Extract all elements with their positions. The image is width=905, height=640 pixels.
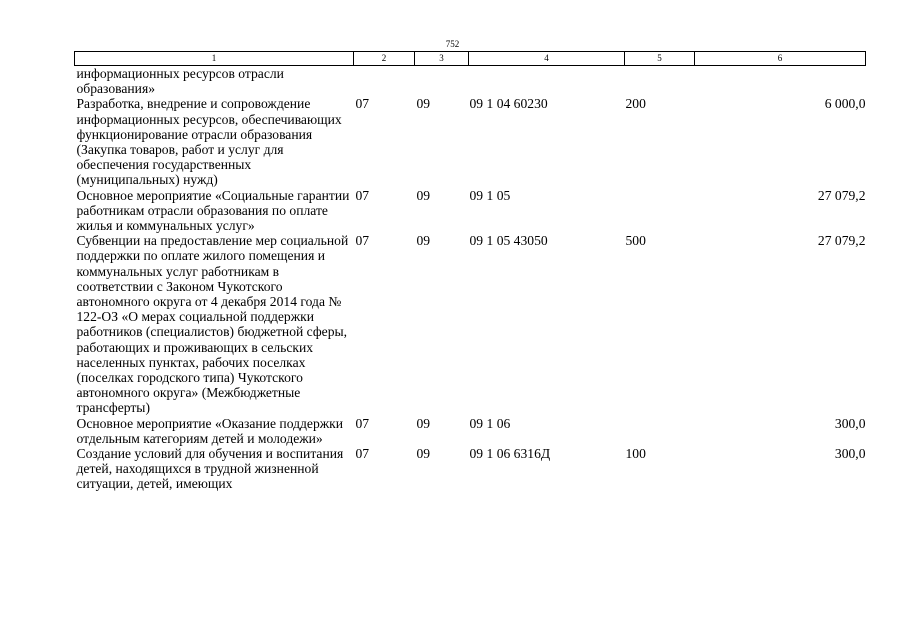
row-subsection: 09: [416, 446, 431, 462]
row-section: 07: [355, 96, 370, 112]
table-row: [75, 416, 866, 446]
budget-table: [74, 51, 866, 492]
header-cell-2: 2: [354, 52, 415, 66]
row-expense-type: [625, 66, 695, 97]
row-expense-type: 100: [625, 446, 646, 462]
row-amount: 6 000,0: [824, 96, 866, 112]
header-row: [75, 52, 866, 66]
table-row: [75, 188, 866, 234]
row-name: Разработка, внедрение и сопровождение информационных ресурсов, обеспечивающих функционирование отрасли образования (Закупка товаров, работ и услуг для обеспечения государственных (муниципальных) нужд): [76, 96, 342, 188]
row-name: Создание условий для обучения и воспитания детей, находящихся в трудной жизненной ситуации, детей, имеющих: [76, 446, 344, 492]
row-expense-type: 500: [625, 233, 646, 249]
row-expense-type: 200: [625, 96, 646, 112]
row-target-code: [469, 66, 625, 97]
row-subsection: 09: [416, 415, 431, 431]
row-subsection: [415, 66, 469, 97]
row-target-code: 09 1 05 43050: [469, 233, 548, 249]
table-row: [75, 446, 866, 492]
row-section: 07: [355, 187, 370, 203]
header-cell-1: 1: [75, 52, 354, 66]
row-section: [354, 66, 415, 97]
header-cell-4: 4: [469, 52, 625, 66]
row-expense-type: [625, 188, 695, 234]
row-amount: 27 079,2: [817, 233, 866, 249]
row-subsection: 09: [416, 96, 431, 112]
header-cell-6: 6: [695, 52, 866, 66]
row-target-code: 09 1 04 60230: [469, 96, 548, 112]
row-name: Основное мероприятие «Оказание поддержки отдельным категориям детей и молодежи»: [76, 415, 344, 446]
page-number: 752: [445, 39, 460, 49]
row-section: 07: [355, 415, 370, 431]
row-target-code: 09 1 06: [469, 415, 511, 431]
row-name: информационных ресурсов отрасли образования»: [76, 66, 284, 97]
row-expense-type: [625, 416, 695, 446]
table-row: [75, 233, 866, 415]
table-row: [75, 66, 866, 97]
row-amount: 300,0: [834, 415, 866, 431]
header-cell-5: 5: [625, 52, 695, 66]
row-amount: 27 079,2: [817, 187, 866, 203]
row-section: 07: [355, 446, 370, 462]
row-name: Основное мероприятие «Социальные гарантии работникам отрасли образования по оплате жилья и коммунальных услуг»: [76, 187, 350, 234]
row-section: 07: [355, 233, 370, 249]
row-subsection: 09: [416, 233, 431, 249]
row-amount: 300,0: [834, 446, 866, 462]
row-name: Субвенции на предоставление мер социальной поддержки по оплате жилого помещения и коммунальных услуг работникам в соответствии с Законом Чукотского автономного округа от 4 декабря 2014 года № 122-ОЗ «О мерах социальной поддержки работников (специалистов) бюджетной сферы, работающих и проживающих в сельских населенных пунктах, рабочих поселках (поселках городского типа) Чукотского автономного округа» (Межбюджетные трансферты): [76, 233, 349, 416]
row-target-code: 09 1 06 6316Д: [469, 446, 551, 462]
row-target-code: 09 1 05: [469, 187, 511, 203]
row-subsection: 09: [416, 187, 431, 203]
row-amount: [695, 66, 866, 97]
header-cell-3: 3: [415, 52, 469, 66]
table-row: [75, 96, 866, 187]
